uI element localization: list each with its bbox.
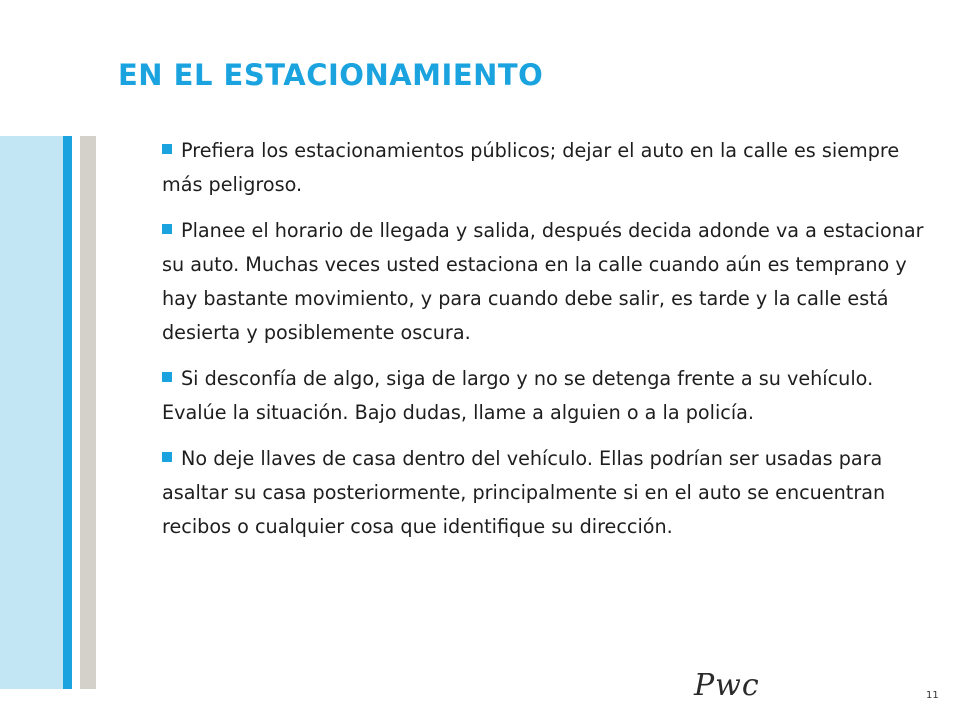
bullet-item (162, 362, 937, 430)
page-number: 11 (926, 690, 939, 701)
square-bullet-icon (162, 224, 172, 234)
bullet-list (162, 134, 937, 556)
slide-title: EN EL ESTACIONAMIENTO (118, 58, 544, 92)
bullet-text: Planee el horario de llegada y salida, después decida adonde va a estacionar su auto. Muchas veces usted estaciona en la calle cuando aún es temprano y hay bastante movimiento, y para cuando debe salir, es tarde y la calle está desierta y posiblemente oscura. (162, 219, 924, 344)
side-bar-light (0, 136, 63, 689)
bullet-item (162, 214, 937, 350)
bullet-item (162, 134, 937, 202)
pwc-logo: Pwc (694, 668, 760, 703)
square-bullet-icon (162, 452, 172, 462)
bullet-item (162, 442, 937, 544)
side-bar-gray (80, 136, 96, 689)
square-bullet-icon (162, 144, 172, 154)
side-bar-blue (63, 136, 72, 689)
bullet-text: Si desconfía de algo, siga de largo y no se detenga frente a su vehículo. Evalúe la situación. Bajo dudas, llame a alguien o a la policía. (162, 367, 874, 424)
bullet-text: Prefiera los estacionamientos públicos; dejar el auto en la calle es siempre más peligroso. (162, 139, 900, 196)
bullet-text: No deje llaves de casa dentro del vehículo. Ellas podrían ser usadas para asaltar su casa posteriormente, principalmente si en el auto se encuentran recibos o cualquier cosa que identifique su dirección. (162, 447, 886, 538)
square-bullet-icon (162, 372, 172, 382)
